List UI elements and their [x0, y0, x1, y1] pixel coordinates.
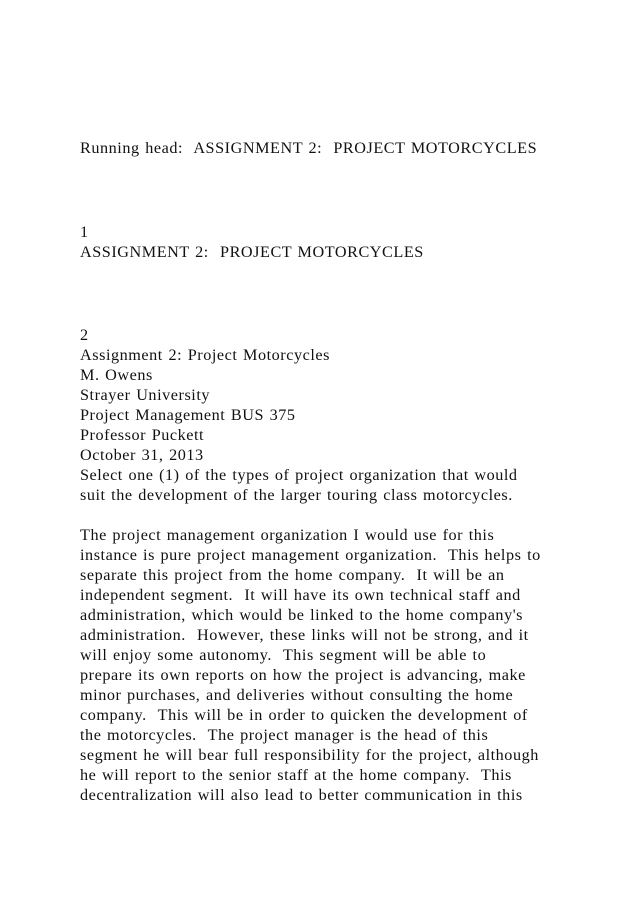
answer-text-line: company. This will be in order to quicken the development of	[80, 706, 528, 724]
question-text-line: Select one (1) of the types of project organization that would	[80, 466, 518, 484]
page-header: ASSIGNMENT 2: PROJECT MOTORCYCLES	[80, 243, 424, 261]
answer-text-line: minor purchases, and deliveries without consulting the home	[80, 686, 514, 704]
answer-text-line: will enjoy some autonomy. This segment will be able to	[80, 646, 487, 664]
author-name: M. Owens	[80, 366, 153, 384]
course-name: Project Management BUS 375	[80, 406, 296, 424]
answer-text-line: administration, which would be linked to the home company's	[80, 606, 524, 624]
running-head: Running head: ASSIGNMENT 2: PROJECT MOTORCYCLES	[80, 139, 538, 157]
answer-text-line: decentralization will also lead to better communication in this	[80, 786, 523, 804]
page-number: 2	[80, 326, 89, 344]
page-number: 1	[80, 223, 89, 241]
professor-name: Professor Puckett	[80, 426, 205, 444]
document-date: October 31, 2013	[80, 446, 204, 464]
document-title: Assignment 2: Project Motorcycles	[80, 346, 330, 364]
answer-text-line: segment he will bear full responsibility for the project, although	[80, 746, 539, 764]
answer-text-line: independent segment. It will have its own technical staff and	[80, 586, 521, 604]
answer-text-line: instance is pure project management organization. This helps to	[80, 546, 541, 564]
question-text-line: suit the development of the larger touring class motorcycles.	[80, 486, 513, 504]
answer-text-line: The project management organization I would use for this	[80, 526, 495, 544]
answer-text-line: administration. However, these links will not be strong, and it	[80, 626, 529, 644]
answer-text-line: the motorcycles. The project manager is the head of this	[80, 726, 489, 744]
answer-text-line: prepare its own reports on how the project is advancing, make	[80, 666, 526, 684]
school-name: Strayer University	[80, 386, 211, 404]
answer-text-line: he will report to the senior staff at the home company. This	[80, 766, 512, 784]
answer-text-line: separate this project from the home company. It will be an	[80, 566, 505, 584]
